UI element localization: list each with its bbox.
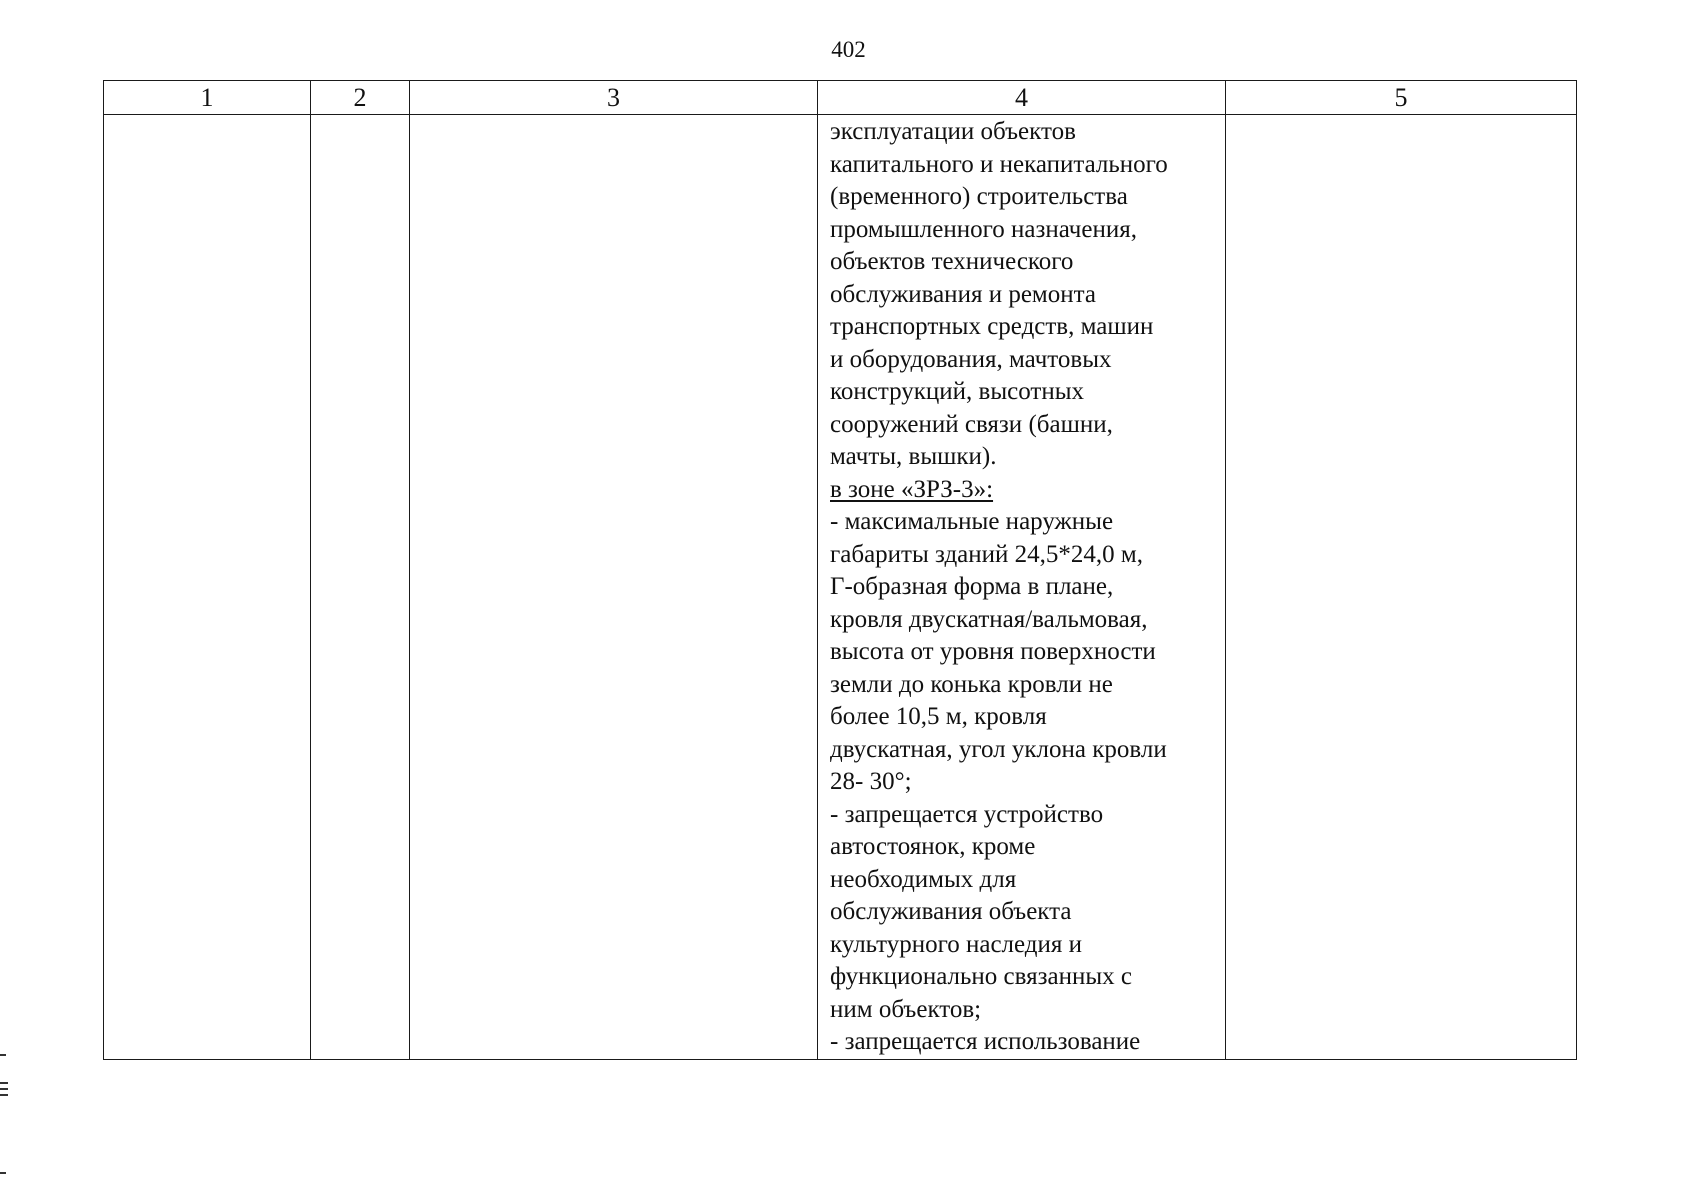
cell-col-5 xyxy=(1226,115,1577,1060)
text-line: сооружений связи (башни, xyxy=(830,410,1113,438)
text-line: функционально связанных с xyxy=(830,963,1133,990)
text-line: высота от уровня поверхности xyxy=(830,638,1156,665)
column-header-1: 1 xyxy=(104,81,311,115)
column-header-4: 4 xyxy=(818,81,1226,115)
cell-col-2 xyxy=(311,115,410,1060)
column-header-2: 2 xyxy=(311,81,410,115)
scan-edge-mark xyxy=(0,1094,8,1096)
column-header-5: 5 xyxy=(1226,81,1577,115)
table-row xyxy=(104,115,1577,1060)
text-line: капитального и некапитального xyxy=(830,150,1168,178)
requirements-table xyxy=(103,80,1577,1060)
text-line: обслуживания и ремонта xyxy=(830,280,1096,308)
text-line: - запрещается устройство xyxy=(830,800,1104,828)
scan-edge-mark xyxy=(0,1054,6,1056)
zone-heading: в зоне «ЗРЗ-3»: xyxy=(830,475,994,503)
page-number: 402 xyxy=(831,37,866,62)
text-line: кровля двускатная/вальмовая, xyxy=(830,605,1148,633)
scan-edge-mark xyxy=(0,1088,8,1090)
text-line: обслуживания объекта xyxy=(830,898,1072,925)
text-line: - максимальные наружные xyxy=(830,508,1114,535)
text-line: культурного наследия и xyxy=(830,930,1083,958)
scan-edge-mark xyxy=(0,1172,6,1174)
text-line: - запрещается использование xyxy=(830,1028,1141,1055)
cell-col-4 xyxy=(818,115,1226,1060)
text-line: 28- 30°; xyxy=(830,768,912,795)
cell-col-1 xyxy=(104,115,311,1060)
text-line: необходимых для xyxy=(830,865,1017,893)
text-line: конструкций, высотных xyxy=(830,378,1085,405)
text-line: земли до конька кровли не xyxy=(830,670,1113,698)
text-line: и оборудования, мачтовых xyxy=(830,345,1112,373)
column-header-3: 3 xyxy=(410,81,818,115)
regulation-text xyxy=(818,115,1225,1059)
text-line: эксплуатации объектов xyxy=(830,118,1076,145)
text-line: габариты зданий 24,5*24,0 м, xyxy=(830,540,1143,568)
text-line: автостоянок, кроме xyxy=(830,833,1036,860)
text-line: транспортных средств, машин xyxy=(830,313,1154,340)
table-header-row xyxy=(104,81,1577,115)
text-line: (временного) строительства xyxy=(830,183,1128,210)
text-line: ним объектов; xyxy=(830,995,982,1023)
text-line: двускатная, угол уклона кровли xyxy=(830,735,1167,763)
text-line: более 10,5 м, кровля xyxy=(830,703,1047,730)
cell-col-3 xyxy=(410,115,818,1060)
text-line: объектов технического xyxy=(830,248,1074,275)
text-line: промышленного назначения, xyxy=(830,215,1137,243)
text-line: мачты, вышки). xyxy=(830,443,997,470)
scan-edge-mark xyxy=(0,1082,8,1084)
text-line: Г-образная форма в плане, xyxy=(830,573,1114,600)
